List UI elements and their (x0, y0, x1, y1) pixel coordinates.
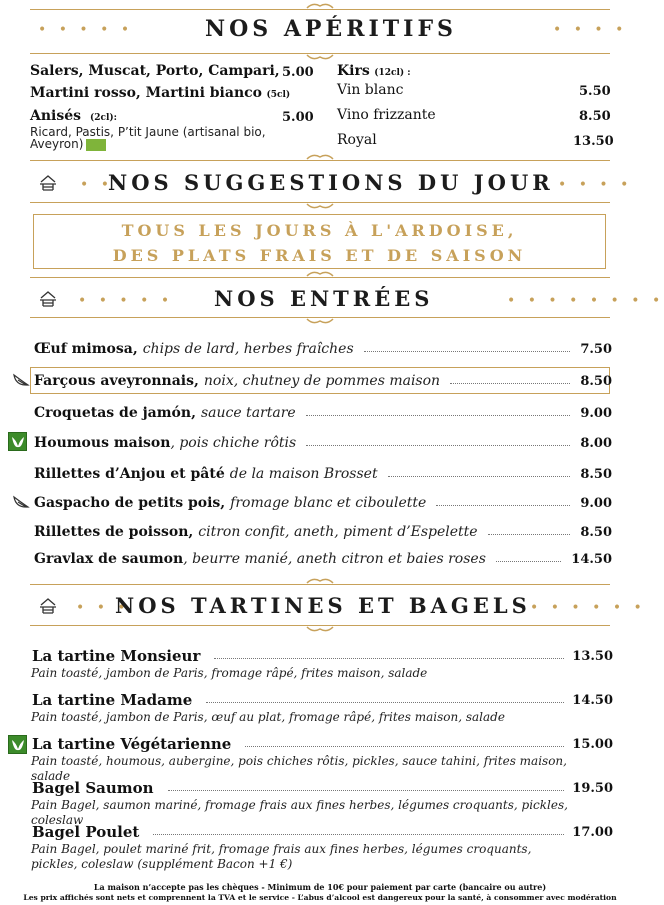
menu-item: Farçous aveyronnais, noix, chutney de pommes maison 8.50 (34, 373, 612, 389)
leaf-icon (12, 372, 30, 388)
kir-name: Vino frizzante (337, 107, 436, 123)
menu-item: Rillettes de poisson, citron confit, aneth, piment d’Espelette 8.50 (34, 524, 612, 540)
item-description: Pain Bagel, poulet mariné frit, fromage frais aux fines herbes, légumes croquants, pickles, coleslaw (supplément Bacon +1 €) (31, 842, 532, 871)
aperitif-note: Ricard, Pastis, P’tit Jaune (artisanal bio, Aveyron) (30, 125, 266, 151)
vegetarian-icon (8, 432, 27, 451)
decor-dots: • • • • (558, 177, 633, 193)
menu-item: Bagel Poulet 17.00 (32, 823, 613, 841)
aperitif-line-2: Martini rosso, Martini bianco (5cl) (30, 85, 291, 101)
vegetarian-icon (8, 735, 27, 754)
daily-specials-box (33, 214, 606, 269)
menu-item: Rillettes d’Anjou et pâté de la maison Brosset 8.50 (34, 466, 612, 482)
price: 5.00 (282, 110, 314, 125)
price: 8.50 (579, 109, 611, 124)
aperitif-line-3: Anisés (2cl): (30, 108, 117, 124)
divider (30, 584, 610, 585)
bio-badge-icon (86, 139, 106, 151)
menu-item: La tartine Végétarienne 15.00 (32, 735, 613, 753)
price: 5.00 (282, 65, 314, 80)
divider (30, 277, 610, 278)
ornament (305, 626, 335, 633)
chef-hat-icon (38, 290, 58, 308)
ornament (305, 153, 335, 160)
decor-dots: • • • • (553, 22, 628, 38)
decor-dots: • • • • • • • • (507, 293, 664, 309)
item-description: Pain toasté, jambon de Paris, fromage râpé, frites maison, salade (31, 666, 428, 680)
footer-line: Les prix affichés sont nets et comprennent la TVA et le service - L’abus d’alcool est dangereux pour la santé, à consommer avec modération (23, 893, 617, 902)
item-description: Pain toasté, jambon de Paris, œuf au plat, fromage râpé, frites maison, salade (31, 710, 505, 724)
menu-item: Gaspacho de petits pois, fromage blanc et ciboulette 9.00 (34, 495, 612, 511)
ornament (305, 2, 335, 9)
leaf-icon (12, 494, 30, 510)
kirs-title: Kirs (12cl) : (337, 63, 411, 79)
aperitif-line-1: Salers, Muscat, Porto, Campari, (30, 63, 280, 79)
kir-name: Vin blanc (337, 82, 404, 98)
ornament (305, 318, 335, 325)
ornament (305, 54, 335, 61)
divider (30, 9, 610, 10)
specials-line: TOUS LES JOURS À L'ARDOISE, (121, 221, 518, 240)
price: 13.50 (573, 134, 614, 149)
menu-item: Bagel Saumon 19.50 (32, 779, 613, 797)
chef-hat-icon (38, 597, 58, 615)
decor-dots: • • • (76, 600, 130, 616)
menu-item: La tartine Monsieur 13.50 (32, 647, 613, 665)
price: 5.50 (579, 84, 611, 99)
footer-line: La maison n’accepte pas les chèques - Minimum de 10€ pour paiement par carte (bancaire ou autre) (93, 882, 547, 892)
decor-dots: • • (80, 177, 113, 193)
ornament (305, 270, 335, 277)
menu-item: Gravlax de saumon , beurre manié, aneth citron et baies roses 14.50 (34, 551, 612, 567)
decor-dots: • • • • • (78, 293, 174, 309)
decor-dots: • • • • • • (530, 600, 646, 616)
ornament (305, 203, 335, 210)
kir-name: Royal (337, 132, 377, 148)
specials-line: DES PLATS FRAIS ET DE SAISON (112, 246, 527, 265)
chef-hat-icon (38, 174, 58, 192)
section-title-suggestions: NOS SUGGESTIONS DU JOUR (108, 170, 554, 195)
decor-dots: • • • • • (38, 22, 134, 38)
ornament (305, 577, 335, 584)
section-title-tartines: NOS TARTINES ET BAGELS (115, 593, 531, 618)
section-title-aperitifs: NOS APÉRITIFS (205, 16, 457, 42)
menu-item: Houmous maison , pois chiche rôtis 8.00 (34, 435, 612, 451)
menu-item: La tartine Madame 14.50 (32, 691, 613, 709)
divider (30, 160, 610, 161)
section-title-entrees: NOS ENTRÉES (214, 286, 434, 311)
menu-item: Croquetas de jamón, sauce tartare 9.00 (34, 405, 612, 421)
menu-item: Œuf mimosa, chips de lard, herbes fraîches 7.50 (34, 341, 612, 357)
item-description: Pain Bagel, saumon mariné, fromage frais aux fines herbes, légumes croquants, pickles, coleslaw (31, 798, 568, 827)
item-description: Pain toasté, houmous, aubergine, pois chiches rôtis, pickles, sauce tahini, frites maison, salade (31, 754, 567, 783)
